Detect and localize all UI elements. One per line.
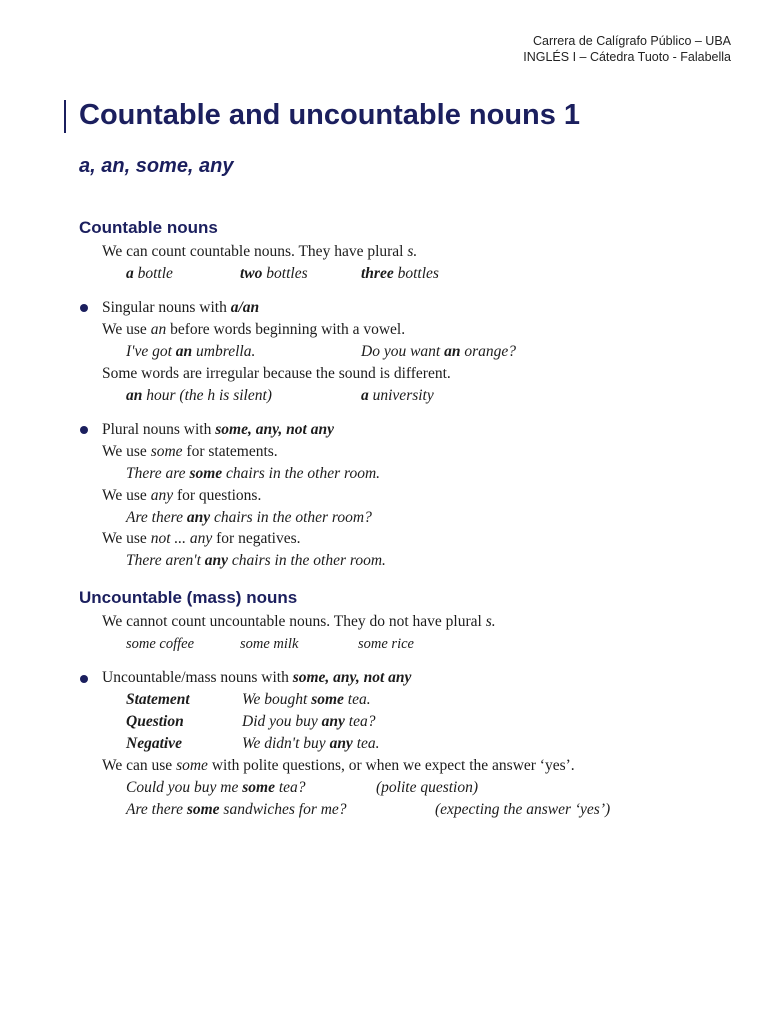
mass-example-question: Did you buy any tea? <box>242 713 376 730</box>
document-header <box>523 33 731 65</box>
singular-example-4: a university <box>361 387 434 404</box>
singular-title: Singular nouns with a/an <box>102 299 260 316</box>
mass-polite-example-2: Are there some sandwiches for me? <box>126 801 347 818</box>
section-heading-uncountable: Uncountable (mass) nouns <box>79 588 298 607</box>
plural-example-negative: There aren't any chairs in the other room. <box>126 552 386 569</box>
singular-example-2: Do you want an orange? <box>361 343 517 360</box>
singular-rule: We use an before words beginning with a vowel. <box>102 321 406 338</box>
plural-example-question: Are there any chairs in the other room? <box>126 509 372 526</box>
mass-polite-note-1: (polite question) <box>376 779 479 796</box>
mass-example-statement: We bought some tea. <box>242 691 371 708</box>
plural-rule-questions: We use any for questions. <box>102 487 262 504</box>
uncountable-example-3: some rice <box>358 636 414 652</box>
mass-label-question: Question <box>126 713 184 730</box>
uncountable-example-1: some coffee <box>126 636 195 652</box>
mass-polite-note-2: (expecting the answer ‘yes’) <box>435 801 611 818</box>
bullet-plural <box>80 426 88 434</box>
plural-title: Plural nouns with some, any, not any <box>102 421 334 438</box>
bullet-mass <box>80 675 88 683</box>
countable-example-1: a bottle <box>126 265 173 282</box>
header-line-2: INGLÉS I – Cátedra Tuoto - Falabella <box>523 50 731 64</box>
section-heading-countable: Countable nouns <box>79 218 218 237</box>
singular-example-3: an hour (the h is silent) <box>126 387 272 404</box>
countable-intro: We can count countable nouns. They have plural s. <box>102 243 418 260</box>
page-subtitle: a, an, some, any <box>79 155 234 177</box>
mass-polite-example-1: Could you buy me some tea? <box>126 779 306 796</box>
mass-example-negative: We didn't buy any tea. <box>242 735 380 752</box>
mass-title: Uncountable/mass nouns with some, any, not any <box>102 669 412 686</box>
uncountable-intro: We cannot count uncountable nouns. They do not have plural s. <box>102 613 496 630</box>
bullet-singular <box>80 304 88 312</box>
countable-example-2: two bottles <box>240 265 308 282</box>
plural-rule-negatives: We use not ... any for negatives. <box>102 530 301 547</box>
plural-example-statement: There are some chairs in the other room. <box>126 465 381 482</box>
plural-rule-statements: We use some for statements. <box>102 443 278 460</box>
mass-polite-rule: We can use some with polite questions, or when we expect the answer ‘yes’. <box>102 757 575 774</box>
title-accent-bar <box>64 100 66 133</box>
page-title: Countable and uncountable nouns 1 <box>79 99 581 131</box>
mass-label-statement: Statement <box>126 691 190 708</box>
singular-example-1: I've got an umbrella. <box>126 343 256 360</box>
header-line-1: Carrera de Calígrafo Público – UBA <box>532 34 731 48</box>
countable-example-3: three bottles <box>361 265 439 282</box>
uncountable-example-2: some milk <box>240 636 299 652</box>
mass-label-negative: Negative <box>126 735 182 752</box>
singular-irregular: Some words are irregular because the sound is different. <box>102 365 451 382</box>
